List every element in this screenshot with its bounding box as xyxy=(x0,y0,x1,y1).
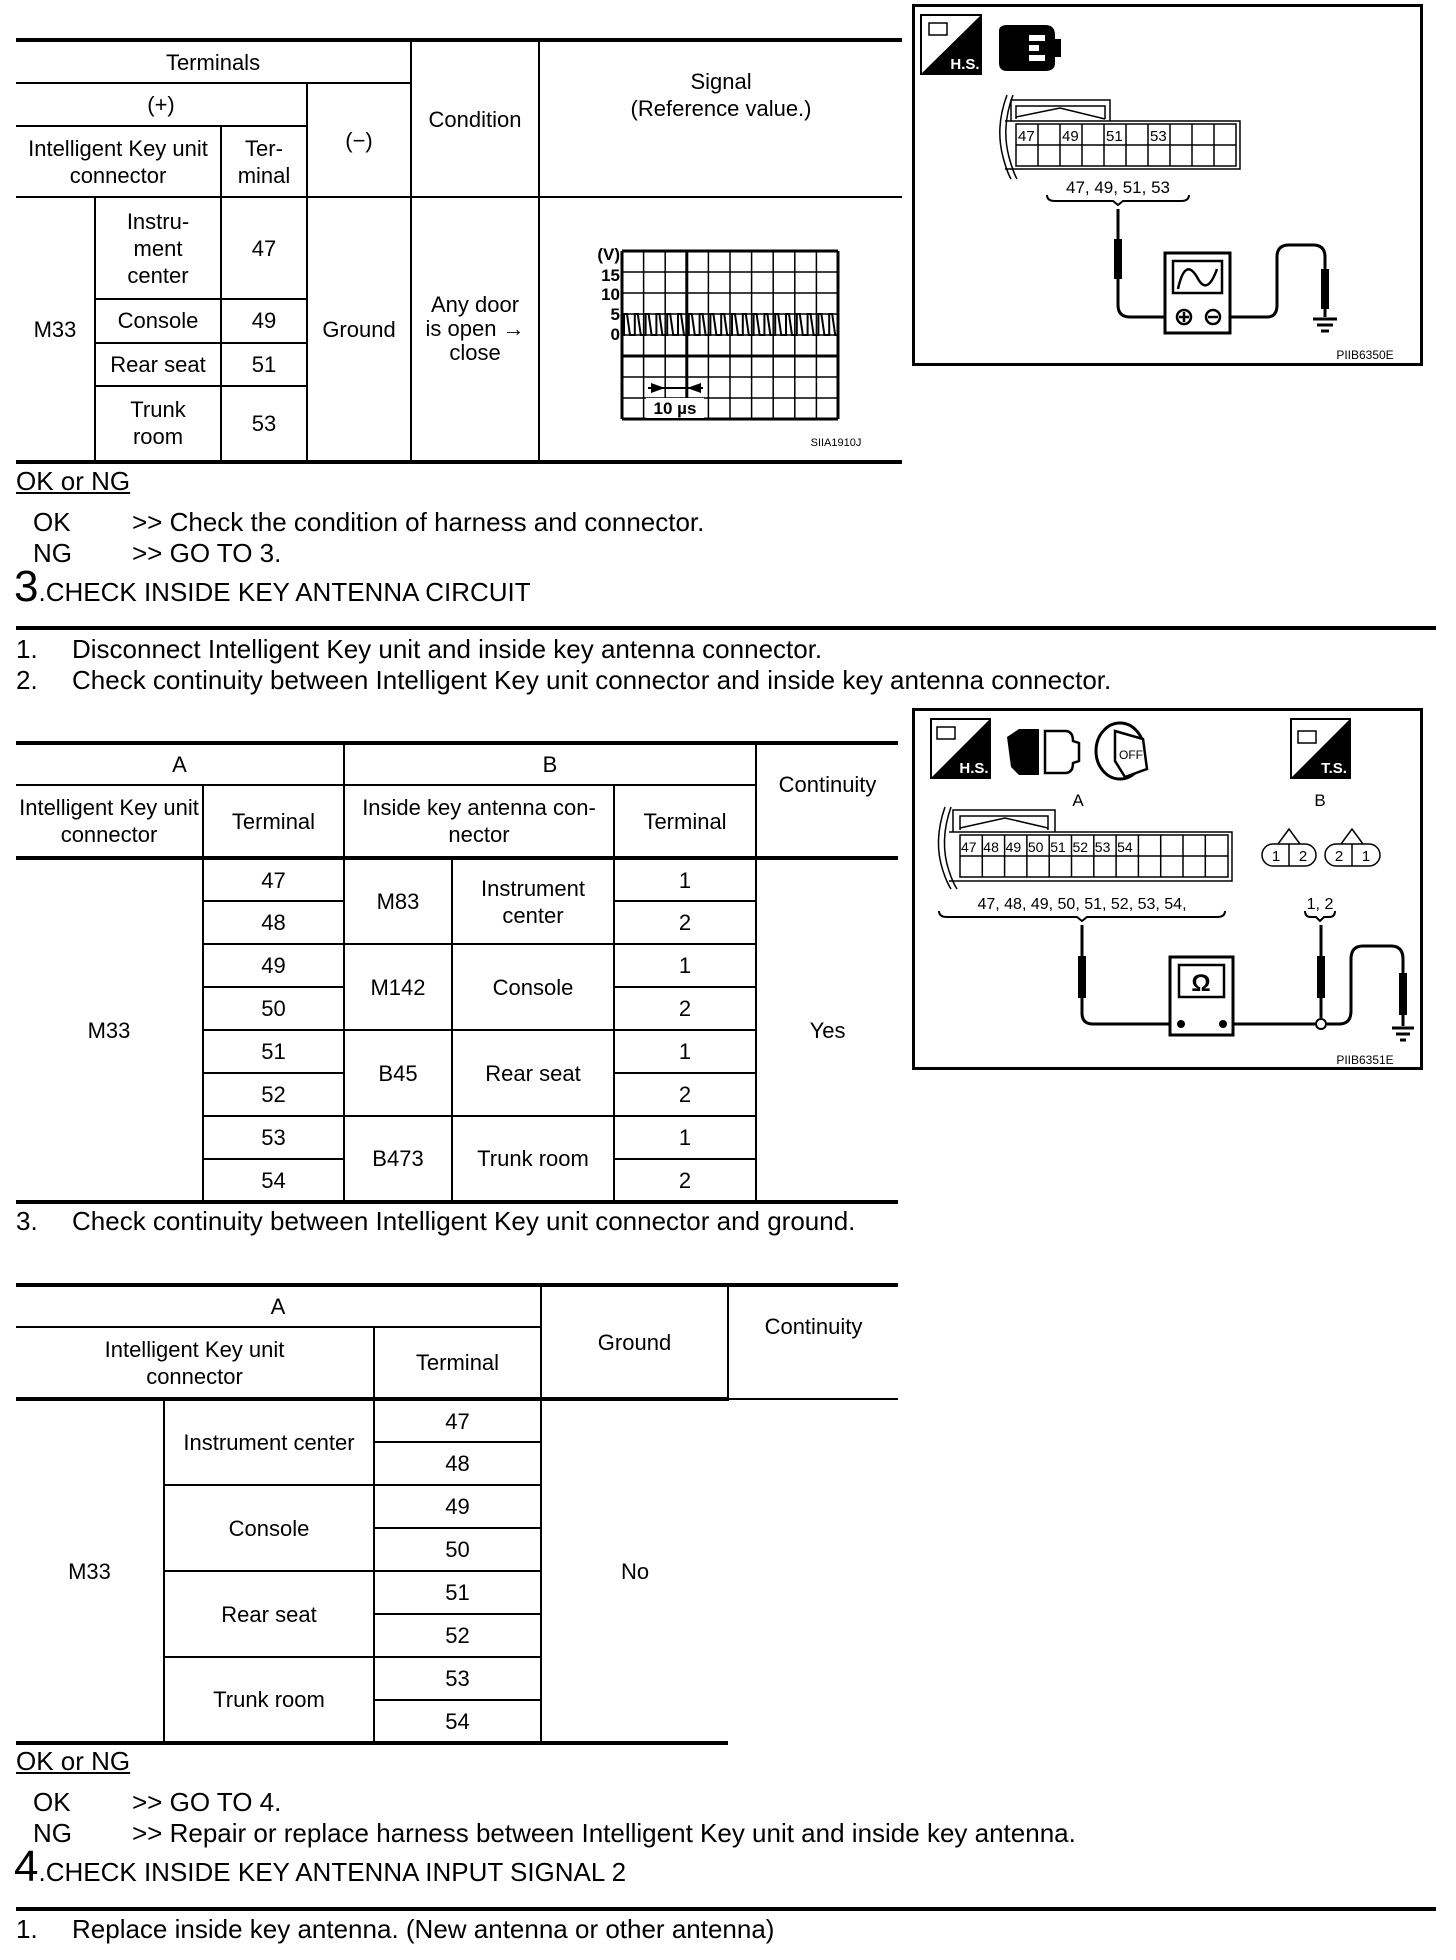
b-connector-cell: B473 xyxy=(344,1116,452,1202)
svg-text:1: 1 xyxy=(1271,848,1281,865)
probe-b xyxy=(1317,956,1325,998)
probe-ground xyxy=(1399,973,1407,1015)
figure-code: PIIB6351E xyxy=(1336,1053,1394,1067)
probe-ground xyxy=(1321,269,1329,309)
header-b: B xyxy=(344,743,756,785)
b-location-cell: Rear seat xyxy=(452,1030,614,1116)
ng-label: NG xyxy=(33,1818,72,1848)
header-b-terminal: Terminal xyxy=(614,785,756,858)
terminal-cell: 50 xyxy=(374,1528,541,1571)
terminal-cell: 47 xyxy=(374,1399,541,1442)
header-minus: (−) xyxy=(307,83,411,197)
step-title: .CHECK INSIDE KEY ANTENNA CIRCUIT xyxy=(38,577,531,607)
header-a: A xyxy=(16,743,344,785)
terminal-cell: 48 xyxy=(374,1442,541,1485)
terminal-cell: 49 xyxy=(374,1485,541,1528)
terminal-cell: 47 xyxy=(961,839,977,855)
header-connector: Intelligent Key unit connector xyxy=(16,1327,374,1399)
ng-action: >> GO TO 3. xyxy=(132,538,282,568)
header-a: A xyxy=(16,1285,541,1327)
divider xyxy=(16,626,1436,630)
header-terminal: Terminal xyxy=(374,1327,541,1399)
connector-b-terminals xyxy=(1272,848,1370,865)
y-tick-15: 15 xyxy=(601,266,621,285)
signal-cell xyxy=(539,197,902,462)
terminal-cells xyxy=(961,839,1133,855)
svg-text:T.S.: T.S. xyxy=(1321,760,1347,777)
unit-label: (V) xyxy=(597,245,621,264)
figure-code: SIIA1910J xyxy=(810,437,862,449)
table-row xyxy=(16,858,898,901)
ground-icon xyxy=(1313,319,1337,331)
connector-b-label: B xyxy=(1314,791,1326,810)
probe-plus xyxy=(1114,239,1122,279)
step-item-number: 1. xyxy=(16,1914,38,1944)
harness-side-icon xyxy=(931,719,990,778)
ohmmeter-connection-diagram xyxy=(912,708,1423,1070)
terminal-cell: 49 xyxy=(221,299,307,342)
table-row xyxy=(16,1399,898,1442)
b-terminals-label: 1, 2 xyxy=(1306,896,1334,913)
location-cell: Trunk room xyxy=(95,386,221,462)
ok-action: >> GO TO 4. xyxy=(132,1787,282,1817)
svg-text:1: 1 xyxy=(1361,848,1371,865)
step-item-text: Disconnect Intelligent Key unit and inside key antenna connector. xyxy=(72,634,823,664)
a-terminals-label: 47, 48, 49, 50, 51, 52, 53, 54, xyxy=(977,896,1187,913)
header-signal: Signal (Reference value.) xyxy=(539,40,902,197)
ohmmeter-icon xyxy=(1170,957,1233,1035)
b-terminal-cell: 1 xyxy=(614,858,756,901)
svg-text:2: 2 xyxy=(1334,848,1344,865)
ng-label: NG xyxy=(33,538,72,568)
step3-heading xyxy=(14,562,531,611)
step-title: .CHECK INSIDE KEY ANTENNA INPUT SIGNAL 2 xyxy=(38,1857,627,1887)
b-connector-cell: M142 xyxy=(344,944,452,1030)
b-terminal-cell: 2 xyxy=(614,1073,756,1116)
condition-cell: Any door is open → close xyxy=(411,197,539,462)
ignition-off-icon xyxy=(1096,723,1147,779)
connector-a-label: A xyxy=(1072,791,1084,810)
location-cell: Rear seat xyxy=(164,1571,374,1657)
header-terminal: Ter- minal xyxy=(221,126,307,197)
b-connector-cell: M83 xyxy=(344,858,452,944)
b-connector-cell: B45 xyxy=(344,1030,452,1116)
ok-action: >> Check the condition of harness and connector. xyxy=(132,507,705,537)
svg-text:49: 49 xyxy=(1062,128,1079,145)
svg-text:2: 2 xyxy=(1298,848,1308,865)
svg-text:53: 53 xyxy=(1150,128,1167,145)
header-connector: Intelligent Key unit connector xyxy=(16,126,221,197)
junction xyxy=(1316,1019,1326,1029)
svg-text:H.S.: H.S. xyxy=(950,56,980,73)
step-item-text: Check continuity between Intelligent Key unit connector and inside key antenna connector. xyxy=(72,665,1112,695)
b-location-cell: Instrument center xyxy=(452,858,614,944)
y-tick-5: 5 xyxy=(610,305,621,324)
step-item-text: Replace inside key antenna. (New antenna or other antenna) xyxy=(72,1914,775,1944)
terminal-cell: 52 xyxy=(1072,839,1089,855)
header-terminals: Terminals xyxy=(16,40,411,83)
a-terminal-cell: 54 xyxy=(203,1159,344,1202)
terminal-cell: 54 xyxy=(374,1700,541,1743)
a-terminal-cell: 49 xyxy=(203,944,344,987)
b-terminal-cell: 2 xyxy=(614,987,756,1030)
connector-cell: M33 xyxy=(16,1399,164,1743)
a-terminal-cell: 47 xyxy=(203,858,344,901)
header-plus: (+) xyxy=(16,83,307,126)
a-terminal-cell: 48 xyxy=(203,901,344,944)
connector-cell: M33 xyxy=(16,858,203,1202)
terminal-cell: 51 xyxy=(221,343,307,386)
header-b-connector: Inside key antenna con- nector xyxy=(344,785,614,858)
a-terminal-cell: 53 xyxy=(203,1116,344,1159)
step-item-number: 3. xyxy=(16,1206,38,1236)
time-label: 10 µs xyxy=(653,399,697,418)
ok-or-ng-label: OK or NG xyxy=(16,1746,131,1776)
svg-text:47: 47 xyxy=(1018,128,1035,145)
oscilloscope-connection-diagram xyxy=(912,4,1423,366)
connector-disconnected-icon xyxy=(999,25,1061,71)
a-terminal-cell: 50 xyxy=(203,987,344,1030)
header-continuity: Continuity xyxy=(728,1285,898,1399)
terminal-cell: 53 xyxy=(374,1657,541,1700)
terminal-cell: 49 xyxy=(1005,839,1022,855)
signal-waveform-figure xyxy=(540,198,903,460)
terminal-cell: 51 xyxy=(374,1571,541,1614)
step-item-number: 2. xyxy=(16,665,38,695)
svg-text:OFF: OFF xyxy=(1119,748,1143,762)
location-cell: Console xyxy=(95,299,221,342)
terminal-cell: 54 xyxy=(1117,839,1133,855)
terminal-cell: 53 xyxy=(1094,839,1111,855)
y-tick-0: 0 xyxy=(610,325,621,344)
svg-text:H.S.: H.S. xyxy=(959,760,989,777)
harness-side-icon xyxy=(921,15,981,74)
b-terminal-cell: 1 xyxy=(614,1116,756,1159)
a-terminal-cell: 52 xyxy=(203,1073,344,1116)
ok-label: OK xyxy=(33,507,71,537)
terminal-side-icon xyxy=(1291,719,1350,778)
location-cell: Trunk room xyxy=(164,1657,374,1743)
time-division-marker xyxy=(646,383,704,418)
location-cell: Rear seat xyxy=(95,343,221,386)
ok-label: OK xyxy=(33,1787,71,1817)
continuity-ground-table xyxy=(16,1283,898,1745)
terminal-cell: 51 xyxy=(1050,839,1066,855)
ground-cell: Ground xyxy=(541,1285,728,1399)
oscilloscope-meter-icon xyxy=(1165,253,1230,333)
terminal-cell: 52 xyxy=(374,1614,541,1657)
continuity-antenna-table xyxy=(16,741,898,1204)
step4-heading xyxy=(14,1842,627,1891)
step-item-number: 1. xyxy=(16,634,38,664)
y-tick-10: 10 xyxy=(601,285,621,304)
terminal-signal-table xyxy=(16,38,902,464)
ok-or-ng-label: OK or NG xyxy=(16,466,131,496)
terminals-label: 47, 49, 51, 53 xyxy=(1066,178,1170,197)
header-a-terminal: Terminal xyxy=(203,785,344,858)
terminal-cell: 53 xyxy=(221,386,307,462)
header-continuity: Continuity xyxy=(756,743,898,858)
step-number: 3 xyxy=(14,562,39,611)
b-terminal-cell: 2 xyxy=(614,901,756,944)
b-terminal-cell: 2 xyxy=(614,1159,756,1202)
location-cell: Console xyxy=(164,1485,374,1571)
svg-text:51: 51 xyxy=(1106,128,1123,145)
header-condition: Condition xyxy=(411,40,539,197)
b-terminal-cell: 1 xyxy=(614,1030,756,1073)
step-number: 4 xyxy=(14,1842,39,1891)
ground-icon xyxy=(1392,1028,1414,1040)
b-location-cell: Trunk room xyxy=(452,1116,614,1202)
figure-code: PIIB6350E xyxy=(1336,348,1394,362)
terminal-cell: 50 xyxy=(1027,839,1044,855)
a-terminal-cell: 51 xyxy=(203,1030,344,1073)
b-terminal-cell: 1 xyxy=(614,944,756,987)
terminal-cells xyxy=(1018,128,1167,145)
location-cell: Instrument center xyxy=(164,1399,374,1485)
b-location-cell: Console xyxy=(452,944,614,1030)
connector-disconnected-icon xyxy=(1007,729,1079,775)
header-a-connector: Intelligent Key unit connector xyxy=(16,785,203,858)
step-item-text: Check continuity between Intelligent Key unit connector and ground. xyxy=(72,1206,856,1236)
continuity-result: Yes xyxy=(756,858,898,1202)
ng-action: >> Repair or replace harness between Intelligent Key unit and inside key antenna. xyxy=(132,1818,1076,1848)
probe-wires xyxy=(1082,925,1403,1026)
divider xyxy=(16,1907,1436,1911)
ground-cell: Ground xyxy=(307,197,411,462)
terminal-cell: 48 xyxy=(983,839,999,855)
probe-a xyxy=(1078,956,1086,998)
location-cell: Instru- ment center xyxy=(95,197,221,299)
connector-cell: M33 xyxy=(16,197,95,462)
continuity-result: No xyxy=(541,1399,728,1743)
terminal-cell: 47 xyxy=(221,197,307,299)
svg-text:Ω: Ω xyxy=(1191,970,1211,997)
